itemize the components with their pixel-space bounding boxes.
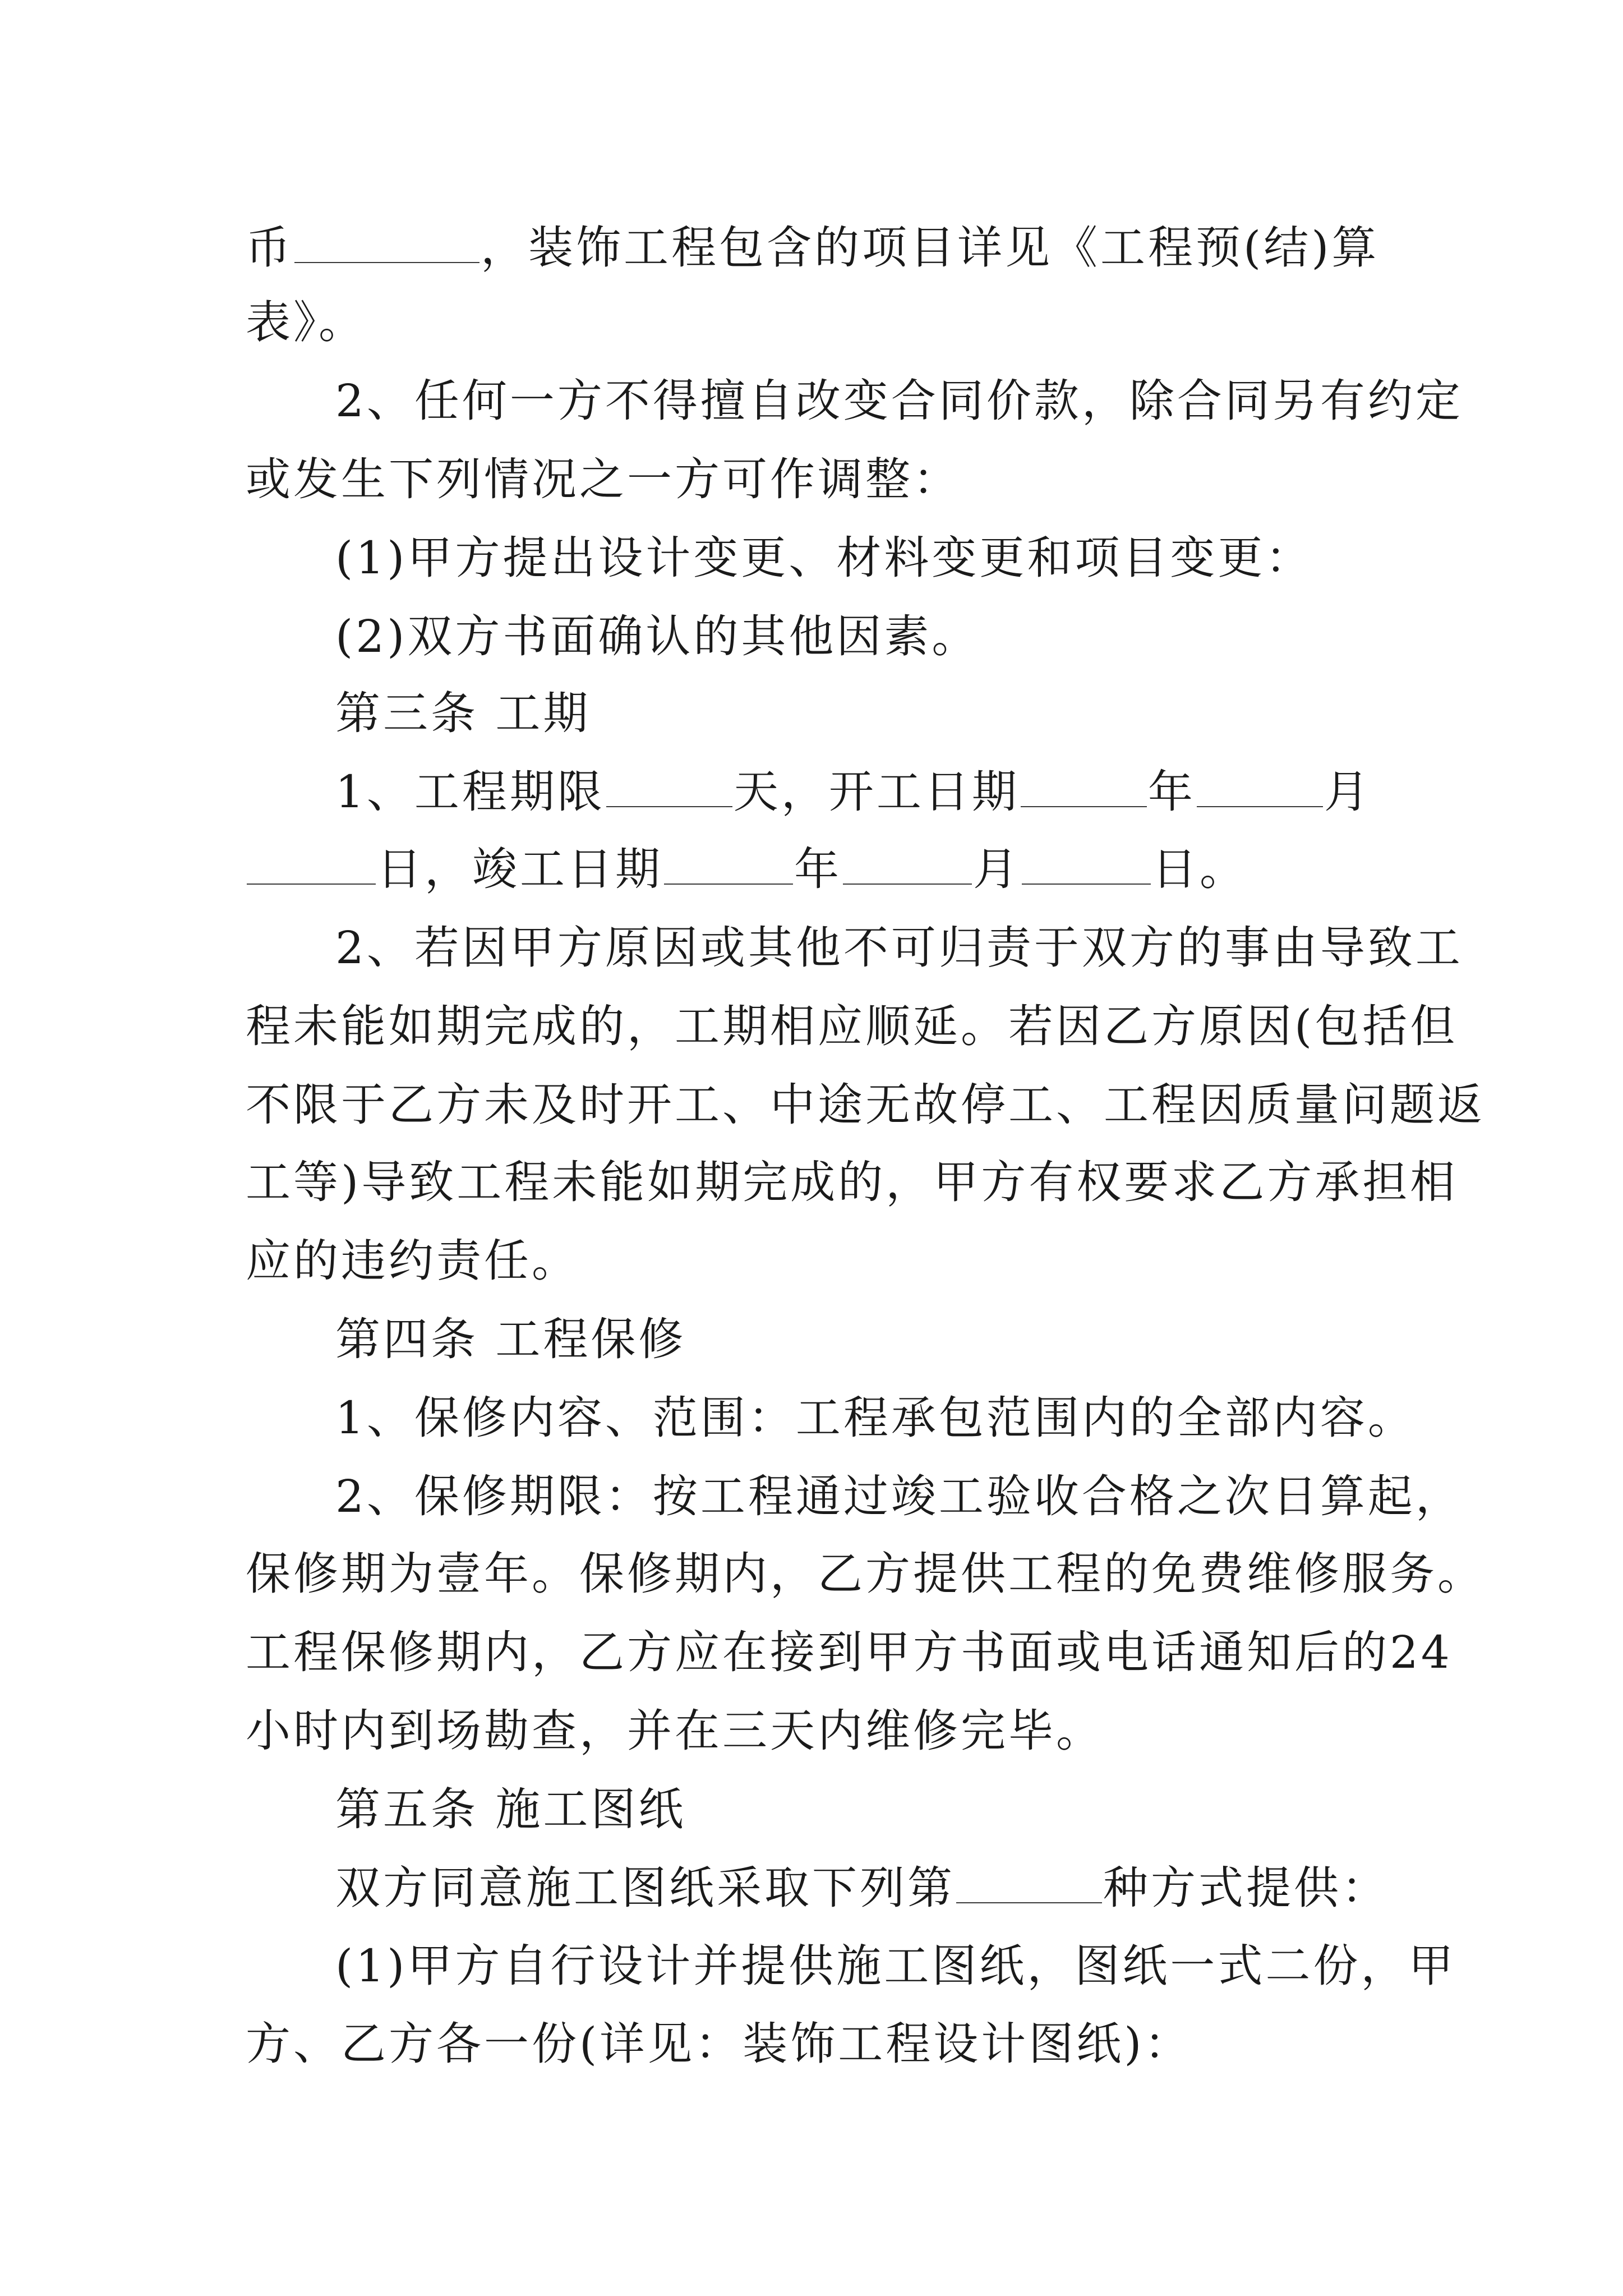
paragraph-line: 应的违约责任。 (246, 1235, 579, 1287)
paragraph-line: 工程保修期内，乙方应在接到甲方书面或电话通知后的24 (246, 1626, 1453, 1678)
section-heading: 第五条 施工图纸 (335, 1783, 686, 1835)
text-run: 种方式提供： (1103, 1862, 1389, 1914)
fill-blank-start-year[interactable] (1021, 766, 1147, 807)
fill-blank-end-year[interactable] (664, 843, 793, 885)
paragraph-line: 小时内到场勘查，并在三天内维修完毕。 (246, 1705, 1104, 1757)
text-run: 天，开工日期 (733, 766, 1020, 818)
text-line: 表》。 (246, 296, 366, 348)
paragraph-line: 2、保修期限：按工程通过竣工验收合格之次日算起， (335, 1470, 1463, 1522)
text-run: 币 (246, 222, 293, 274)
paragraph-line: 2、任何一方不得擅自改变合同价款，除合同另有约定 (335, 375, 1463, 427)
text-run: 月 (1324, 766, 1372, 818)
fill-blank-end-month[interactable] (843, 843, 972, 885)
paragraph-line: 或发生下列情况之一方可作调整： (246, 453, 961, 505)
paragraph-line (246, 841, 1247, 898)
fill-blank-start-month[interactable] (1197, 766, 1323, 807)
fill-blank-duration[interactable] (606, 766, 732, 807)
paragraph-line: 2、若因甲方原因或其他不可归责于双方的事由导致工 (335, 922, 1463, 974)
list-item: 方、乙方各一份(详见：装饰工程设计图纸)： (246, 2018, 1192, 2070)
list-item: (2)双方书面确认的其他因素。 (335, 610, 980, 662)
paragraph-line: 工等)导致工程未能如期完成的，甲方有权要求乙方承担相 (246, 1156, 1458, 1208)
text-run: 日。 (1152, 843, 1247, 895)
paragraph-line: 程未能如期完成的，工期相应顺延。若因乙方原因(包括但 (246, 1000, 1458, 1052)
fill-blank-end-day[interactable] (1022, 843, 1151, 885)
text-run: 1、工程期限 (335, 766, 605, 818)
section-heading: 第四条 工程保修 (335, 1313, 686, 1365)
text-run: ，装饰工程包含的项目详见《工程预(结)算 (481, 222, 1380, 274)
paragraph-line: 保修期为壹年。保修期内，乙方提供工程的免费维修服务。 (246, 1548, 1485, 1600)
text-line (246, 220, 1379, 276)
text-run: 月 (973, 843, 1021, 895)
text-run: 日，竣工日期 (377, 843, 663, 895)
paragraph-line: 不限于乙方未及时开工、中途无故停工、工程因质量问题返 (246, 1079, 1485, 1131)
text-run: 年 (794, 843, 842, 895)
fill-blank[interactable] (294, 222, 479, 263)
document-page (246, 0, 1485, 2296)
fill-blank-method[interactable] (956, 1862, 1102, 1903)
paragraph-line (335, 1860, 1389, 1916)
fill-blank-start-day[interactable] (247, 843, 376, 885)
list-item: (1)甲方自行设计并提供施工图纸，图纸一式二份，甲 (335, 1940, 1456, 1992)
text-run: 年 (1147, 766, 1196, 818)
paragraph-line (335, 764, 1372, 820)
paragraph-line: 1、保修内容、范围：工程承包范围内的全部内容。 (335, 1392, 1415, 1444)
section-heading: 第三条 工期 (335, 687, 591, 739)
text-run: 双方同意施工图纸采取下列第 (335, 1862, 955, 1914)
list-item: (1)甲方提出设计变更、材料变更和项目变更： (335, 532, 1313, 584)
